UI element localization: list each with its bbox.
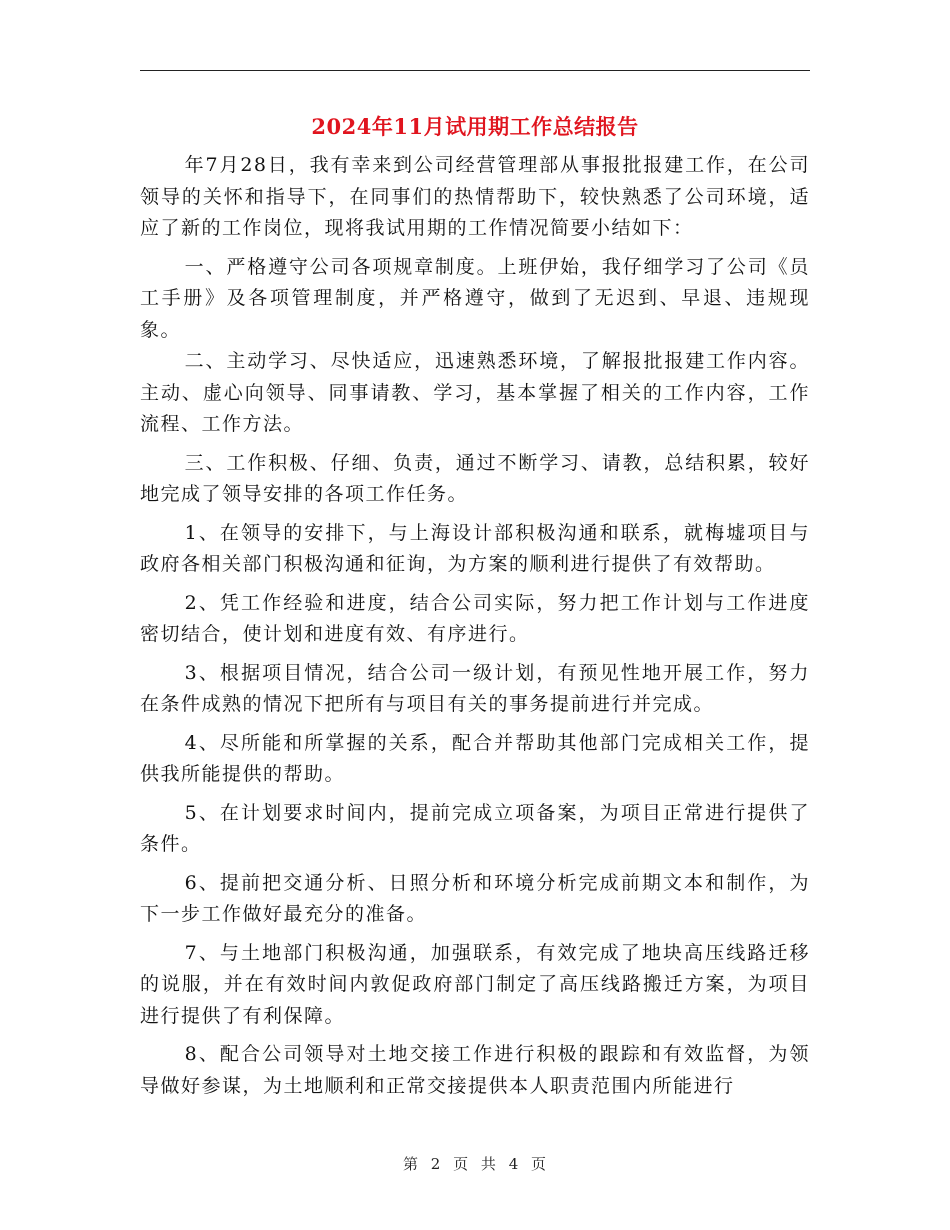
paragraph-item-1: 1、在领导的安排下，与上海设计部积极沟通和联系，就梅墟项目与政府各相关部门积极沟通和征询，为方案的顺利进行提供了有效帮助。 [140, 521, 810, 575]
paragraph-item-2: 2、凭工作经验和进度，结合公司实际，努力把工作计划与工作进度密切结合，使计划和进度有效、有序进行。 [140, 591, 810, 645]
paragraph-item-7: 7、与土地部门积极沟通，加强联系，有效完成了地块高压线路迁移的说服，并在有效时间内敦促政府部门制定了高压线路搬迁方案，为项目进行提供了有利保障。 [140, 941, 810, 1027]
paragraph-item-5: 5、在计划要求时间内，提前完成立项备案，为项目正常进行提供了条件。 [140, 801, 810, 855]
paragraph-section-1: 一、严格遵守公司各项规章制度。上班伊始，我仔细学习了公司《员工手册》及各项管理制度，并严格遵守，做到了无迟到、早退、违规现象。 [140, 255, 810, 341]
paragraph-section-3: 三、工作积极、仔细、负责，通过不断学习、请教，总结积累，较好地完成了领导安排的各项工作任务。 [140, 451, 810, 505]
paragraph-item-3: 3、根据项目情况，结合公司一级计划，有预见性地开展工作，努力在条件成熟的情况下把所有与项目有关的事务提前进行并完成。 [140, 661, 810, 715]
paragraph-item-8: 8、配合公司领导对土地交接工作进行积极的跟踪和有效监督，为领导做好参谋，为土地顺利和正常交接提供本人职责范围内所能进行 [140, 1043, 810, 1097]
footer-page-number: 2 [430, 1155, 442, 1173]
footer-total-unit: 页 [531, 1155, 548, 1173]
paragraph-section-2: 二、主动学习、尽快适应，迅速熟悉环境，了解报批报建工作内容。主动、虚心向领导、同事请教、学习，基本掌握了相关的工作内容，工作流程、工作方法。 [140, 350, 810, 435]
page-footer [0, 1153, 950, 1174]
footer-total-pages: 4 [508, 1155, 520, 1173]
footer-prefix: 第 [402, 1155, 419, 1173]
document-title: 2024年11月试用期工作总结报告 [311, 114, 639, 139]
paragraph-item-6: 6、提前把交通分析、日照分析和环境分析完成前期文本和制作，为下一步工作做好最充分的准备。 [140, 871, 810, 925]
footer-page-unit: 页 [453, 1155, 470, 1173]
paragraph-item-4: 4、尽所能和所掌握的关系，配合并帮助其他部门完成相关工作，提供我所能提供的帮助。 [140, 731, 810, 785]
paragraph-intro: 年7月28日，我有幸来到公司经营管理部从事报批报建工作，在公司领导的关怀和指导下，在同事们的热情帮助下，较快熟悉了公司环境，适应了新的工作岗位，现将我试用期的工作情况简要小结如下： [140, 154, 810, 239]
document-body [140, 150, 810, 1109]
footer-total-prefix: 共 [480, 1155, 497, 1173]
header-rule [140, 70, 810, 71]
